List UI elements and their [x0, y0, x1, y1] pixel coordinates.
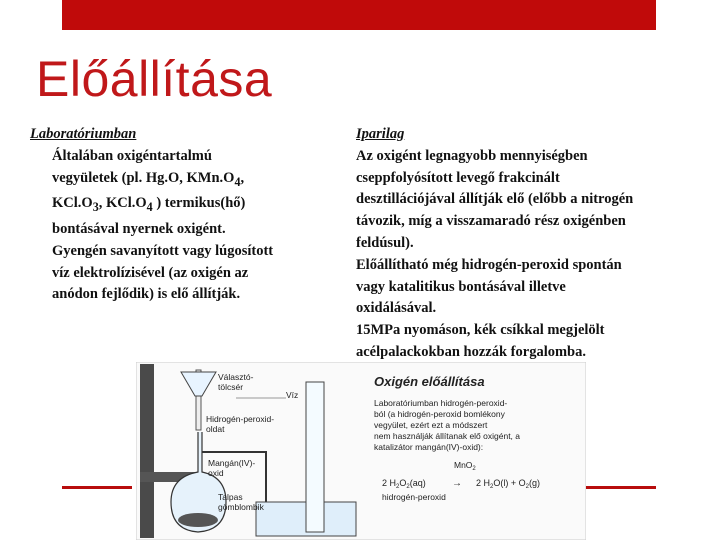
bottom-accent-bar-right: [586, 486, 656, 489]
label-h2o2: oldat: [206, 424, 225, 434]
industrial-line: távozik, míg a visszamaradó rész oxigénben: [356, 213, 626, 230]
apparatus-illustration: [136, 362, 586, 540]
svg-text:Talpas: [218, 492, 243, 502]
svg-text:nem használják állítanak elő o: [374, 431, 520, 441]
industrial-line: oxidálásával.: [356, 300, 437, 317]
label-manganese: Mangán(IV)-: [208, 458, 256, 468]
laboratory-section: [30, 124, 330, 306]
svg-text:MnO2: MnO$_2$: [454, 460, 476, 472]
industrial-line: desztillációjával állítják elő (előbb a nitrogén: [356, 191, 634, 208]
laboratory-line-7: anódon fejlődik) is elő állítják.: [52, 286, 241, 303]
label-funnel: Választó-: [218, 372, 254, 382]
svg-text:vegyület, ezért ezt a módszert: [374, 420, 488, 430]
gas-collection-cylinder: [306, 382, 324, 532]
industrial-line: acélpalackokban hozzák forgalomba.: [356, 343, 586, 360]
label-h2o2: Hidrogén-peroxid-: [206, 414, 275, 424]
label-water: Víz: [286, 390, 299, 400]
industrial-section: [356, 124, 686, 364]
svg-text:ból (a hidrogén-peroxid bomlék: [374, 409, 506, 419]
laboratory-heading: Laboratóriumban: [30, 126, 137, 142]
panel-text: nem használják állítanak elő oxigént, a: [374, 431, 521, 441]
industrial-line: vagy katalitikus bontásával illetve: [356, 278, 566, 295]
manganese-dioxide: [178, 513, 218, 527]
laboratory-line-4: bontásával nyernek oxigént.: [52, 220, 226, 237]
svg-text:Oxigén előállítása: [374, 374, 485, 389]
industrial-heading: Iparilag: [356, 126, 405, 142]
label-funnel: tölcsér: [218, 382, 244, 392]
svg-text:Víz: [286, 390, 298, 400]
svg-text:2 H2O2(aq): 2 $H_2O_2(aq)$: [382, 478, 426, 490]
equation-name: hidrogén-peroxid: [382, 492, 446, 502]
svg-text:Laboratóriumban hidrogén-perox: [374, 398, 507, 408]
svg-text:hidrogén-peroxid: [382, 492, 446, 502]
svg-text:gömblombik: [218, 502, 265, 512]
panel-text: katalizátor mangán(IV)-oxid):: [374, 442, 484, 452]
svg-text:oxid: [208, 468, 224, 478]
top-accent-bar: [62, 0, 656, 30]
stand-rod: [140, 364, 154, 538]
label-flask: gömblombik: [218, 502, 264, 512]
equation-left: 2 H: [382, 478, 397, 488]
panel-text: ból (a hidrogén-peroxid bomlékony: [374, 409, 505, 419]
catalyst-label: MnO: [454, 460, 473, 470]
svg-text:oldat: [206, 424, 225, 434]
page-title: Előállítása: [36, 51, 273, 107]
svg-text:katalizátor mangán(IV)-oxid):: [374, 442, 483, 452]
oxygen-apparatus-figure: [136, 362, 586, 540]
laboratory-line-2: vegyületek (pl. Hg.O, $KMn.O_4$,: [52, 169, 245, 189]
equation-right: 2 H: [476, 478, 491, 488]
svg-text:2 H2O(l) + O2(g): 2 $H_2O(l) + O_2(g)$: [476, 478, 540, 490]
laboratory-line-6: víz elektrolízisével (az oxigén az: [52, 264, 249, 281]
industrial-line: feldúsul).: [356, 234, 414, 251]
label-flask: Talpas: [218, 492, 243, 502]
industrial-line: Az oxigént legnagyobb mennyiségben: [356, 147, 588, 164]
industrial-line: 15MPa nyomáson, kék csíkkal megjelölt: [356, 322, 605, 339]
laboratory-line-1: Általában oxigéntartalmú: [52, 147, 212, 164]
svg-text:Hidrogén-peroxid-: [206, 414, 274, 424]
laboratory-line-3: $KCl.O_3$, $KCl.O_4$ ) termikus(hő): [52, 195, 246, 215]
reaction-arrow: →: [452, 478, 462, 489]
panel-title: Oxigén előállítása: [374, 374, 485, 389]
industrial-line: cseppfolyósított levegő frakcinált: [356, 169, 560, 186]
panel-text: Laboratóriumban hidrogén-peroxid-: [374, 398, 508, 408]
bottom-accent-bar-left: [62, 486, 132, 489]
label-manganese: oxid: [208, 468, 224, 478]
industrial-line: Előállítható még hidrogén-peroxid spontán: [356, 256, 622, 273]
panel-text: vegyület, ezért ezt a módszert: [374, 420, 488, 430]
svg-text:Választó-: [218, 372, 254, 382]
laboratory-line-5: Gyengén savanyított vagy lúgosított: [52, 242, 274, 259]
svg-text:tölcsér: [218, 382, 243, 392]
svg-text:Mangán(IV)-: [208, 458, 255, 468]
